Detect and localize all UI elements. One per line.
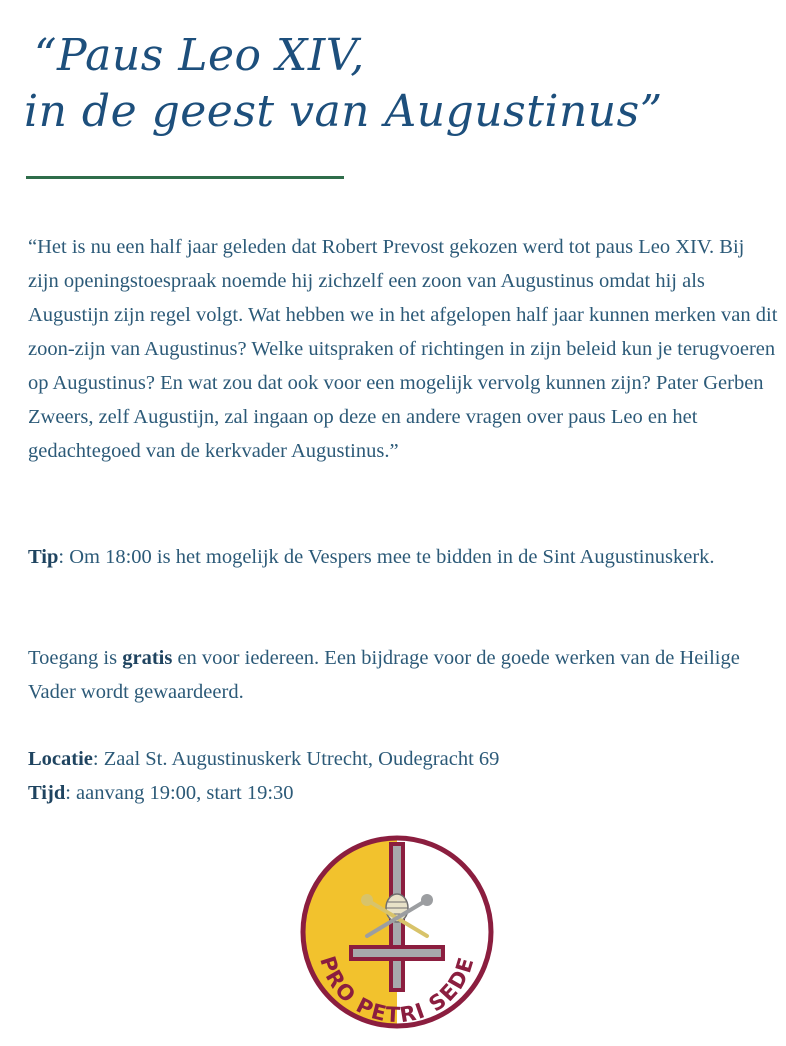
tip-paragraph [28,540,780,574]
event-details [28,742,780,810]
title-line-1: “Paus Leo XIV, [34,30,365,81]
title-line-2: in de geest van Augustinus” [24,86,663,137]
time-line [28,776,780,810]
access-text-after: en voor iedereen. Een bijdrage voor de goede werken van de Heilige Vader wordt gewaardeerd. [28,647,740,703]
tip-text: : Om 18:00 is het mogelijk de Vespers mee te bidden in de Sint Augustinuskerk. [58,546,715,568]
access-paragraph [28,641,780,709]
logo-text-path: PRO PETRI SEDE [315,953,479,1028]
title-underline [26,176,344,179]
time-text: : aanvang 19:00, start 19:30 [65,782,294,804]
location-line [28,742,780,776]
location-text: : Zaal St. Augustinuskerk Utrecht, Oudegracht 69 [92,748,500,770]
access-text-before: Toegang is [28,647,123,669]
pro-petri-sede-logo [297,832,497,1032]
location-label: Locatie [28,748,93,770]
intro-paragraph: “Het is nu een half jaar geleden dat Robert Prevost gekozen werd tot paus Leo XIV. Bij zijn openingstoespraak noemde hij zichzelf een zoon van Augustinus omdat hij als Augustijn zijn regel volgt. Wat hebben we in het afgelopen half jaar kunnen merken van dit zoon-zijn van Augustinus? Welke uitspraken of richtingen in zijn beleid kun je terugvoeren op Augustinus? En wat zou dat ook voor een mogelijk vervolg kunnen zijn? Pater Gerben Zweers, zelf Augustijn, zal ingaan op deze en andere vragen over paus Leo en het gedachtegoed van de kerkvader Augustinus.” [28,236,778,462]
access-emphasis: gratis [122,647,173,669]
tip-label: Tip [28,546,59,568]
event-title [20,28,720,140]
time-label: Tijd [28,782,66,804]
cross-horizontal-fill [353,949,441,957]
